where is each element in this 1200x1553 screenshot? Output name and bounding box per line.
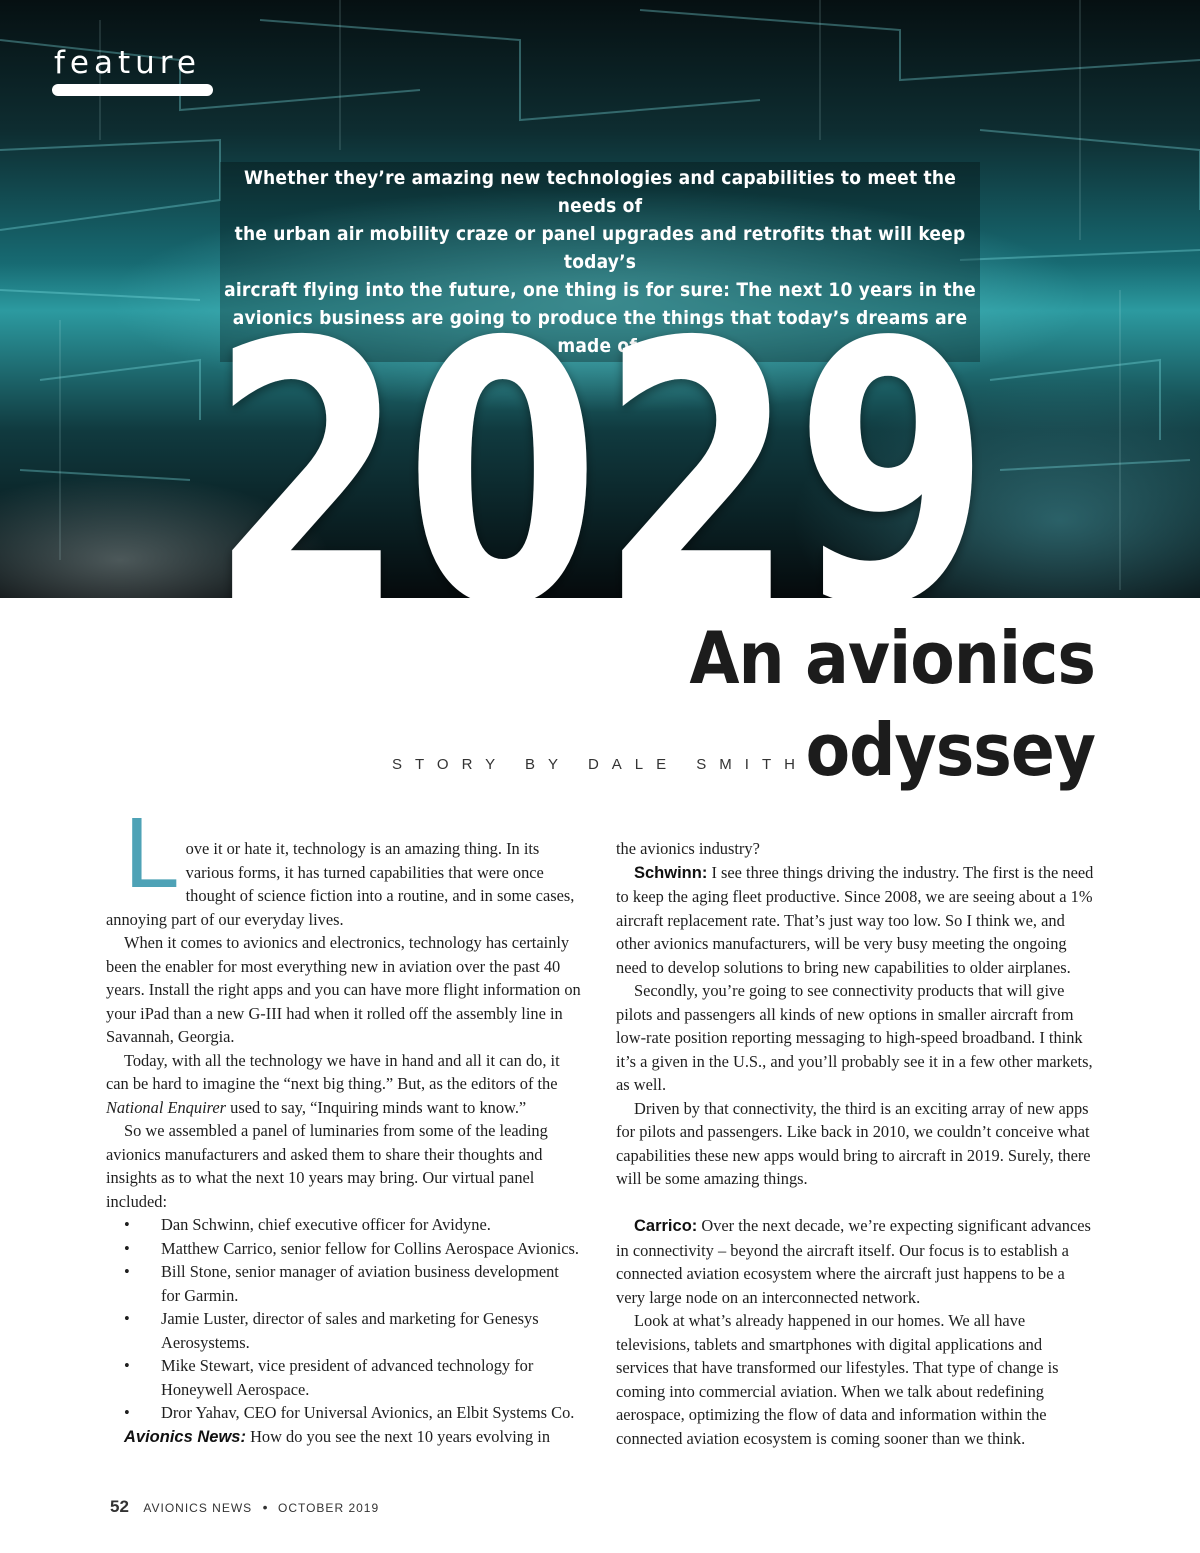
list-item-text: Matthew Carrico, senior fellow for Collins Aerospace Avionics.: [161, 1238, 580, 1258]
bullet: •: [124, 1238, 130, 1258]
bullet: •: [124, 1262, 130, 1281]
paragraph-spacer: [616, 1191, 1096, 1215]
left-column: [106, 797, 582, 1449]
paragraph: Look at what’s already happened in our homes. We all have televisions, tablets and smartphones with digital applications and services that have transformed our lifestyles. That type of change is coming into commercial aviation. When we talk about redefining aerospace, optimizing the flow of data and information within the connected aviation ecosystem is coming sooner than we think.: [616, 1311, 1059, 1448]
bullet: •: [124, 1215, 130, 1234]
list-item: [106, 1260, 582, 1307]
answer-paragraph: [616, 861, 1096, 980]
paragraph: When it comes to avionics and electronics, technology has certainly been the enabler for most everything new in aviation over the past 40 years. Install the right apps and you can have more flight information on your iPad than a new G-III had when it rolled off the assembly line in Savannah, Georgia.: [106, 933, 581, 1046]
issue-date: OCTOBER 2019: [277, 1501, 380, 1515]
list-item-text: Mike Stewart, vice president of advanced technology for Honeywell Aerospace.: [161, 1356, 534, 1399]
question-continuation: the avionics industry?: [616, 839, 760, 858]
list-item: [106, 1401, 582, 1425]
paragraph: Secondly, you’re going to see connectivity products that will give pilots and passengers all kinds of new options in smaller aircraft from low-rate position reporting messaging to high-speed broadband. I think it’s a given in the U.S., and you’ll probably see it in a few other markets, as well.: [616, 981, 1093, 1094]
answer-text: I see three things driving the industry. The first is the need to keep the aging fleet productive. Since 2008, we are seeing about a 1% aircraft replacement rate. That’s just way too low. So I think we, and other avionics manufacturers, will be very busy meeting the ongoing need to develop solutions to bring new capabilities to older airplanes.: [616, 862, 1094, 977]
article-subtitle: An avionics odyssey: [689, 616, 1095, 792]
bullet: •: [124, 1356, 130, 1375]
list-item-text: Dror Yahav, CEO for Universal Avionics, an Elbit Systems Co.: [161, 1403, 575, 1422]
page-number: 52: [110, 1497, 129, 1516]
speaker-label: Schwinn:: [634, 863, 708, 882]
bullet: •: [124, 1309, 130, 1328]
intro-paragraph: [106, 797, 582, 931]
big-year-text: 2029: [210, 300, 990, 620]
section-tag: [52, 44, 215, 96]
answer-text: Over the next decade, we’re expecting significant advances in connectivity – beyond the aircraft itself. Our focus is to establish a connected aviation ecosystem where the aircraft just happens to be a very large node on an interconnected network.: [616, 1216, 1091, 1307]
question-paragraph: [106, 1425, 582, 1450]
byline: STORY BY DALE SMITH: [392, 756, 808, 773]
right-column: [616, 837, 1096, 1450]
list-item-text: Bill Stone, senior manager of aviation business development for Garmin.: [161, 1262, 559, 1305]
footer-separator: •: [262, 1499, 268, 1515]
answer-paragraph: [616, 1214, 1096, 1309]
speaker-label: Avionics News:: [124, 1427, 246, 1446]
section-tag-underline: [52, 84, 213, 96]
big-year-graphic: [205, 300, 995, 620]
publication-name: National Enquirer: [106, 1097, 227, 1117]
speaker-label: Carrico:: [634, 1217, 698, 1235]
question-text: How do you see the next 10 years evolving in: [245, 1426, 551, 1446]
paragraph-text: Today, with all the technology we have in hand and all it can do, it can be hard to imagine the “next big thing.” But, as the editors of the: [106, 1050, 560, 1093]
list-item: [106, 1354, 582, 1401]
deck-line: aircraft flying into the future, one thing is for sure: The next 10 years in the: [224, 279, 976, 301]
intro-text: ove it or hate it, technology is an amazing thing. In its various forms, it has turned capabilities that were once thought of science fiction into a routine, and in some cases, annoying part of our everyday lives.: [106, 839, 575, 929]
drop-cap: L: [124, 797, 180, 909]
list-item-text: Dan Schwinn, chief executive officer for Avidyne.: [161, 1215, 491, 1234]
section-tag-label: feature: [54, 45, 201, 81]
paragraph-text: used to say, “Inquiring minds want to know.”: [226, 1097, 527, 1117]
panel-list: [106, 1213, 582, 1425]
hero-image: [0, 0, 1200, 620]
paragraph: So we assembled a panel of luminaries from some of the leading avionics manufacturers and asked them to share their thoughts and insights as to what the next 10 years may bring. Our virtual panel included:: [106, 1121, 548, 1211]
deck-line: the urban air mobility craze or panel upgrades and retrofits that will keep today’s: [234, 223, 966, 273]
bullet: •: [124, 1403, 130, 1422]
list-item: [106, 1213, 582, 1237]
deck-line: avionics business are going to produce the things that today’s dreams are made of.: [232, 307, 968, 357]
list-item-text: Jamie Luster, director of sales and marketing for Genesys Aerosystems.: [161, 1309, 539, 1352]
paragraph: [106, 1049, 582, 1120]
list-item: [106, 1237, 582, 1261]
deck-line: Whether they’re amazing new technologies and capabilities to meet the needs of: [243, 167, 957, 217]
paragraph: Driven by that connectivity, the third is an exciting array of new apps for pilots and passengers. Like back in 2010, we couldn’t conceive what capabilities these new apps would bring to aircraft in 2019. Surely, there will be some amazing things.: [616, 1098, 1091, 1188]
page-footer: [110, 1497, 379, 1517]
list-item: [106, 1307, 582, 1354]
magazine-name: AVIONICS NEWS: [143, 1501, 253, 1515]
